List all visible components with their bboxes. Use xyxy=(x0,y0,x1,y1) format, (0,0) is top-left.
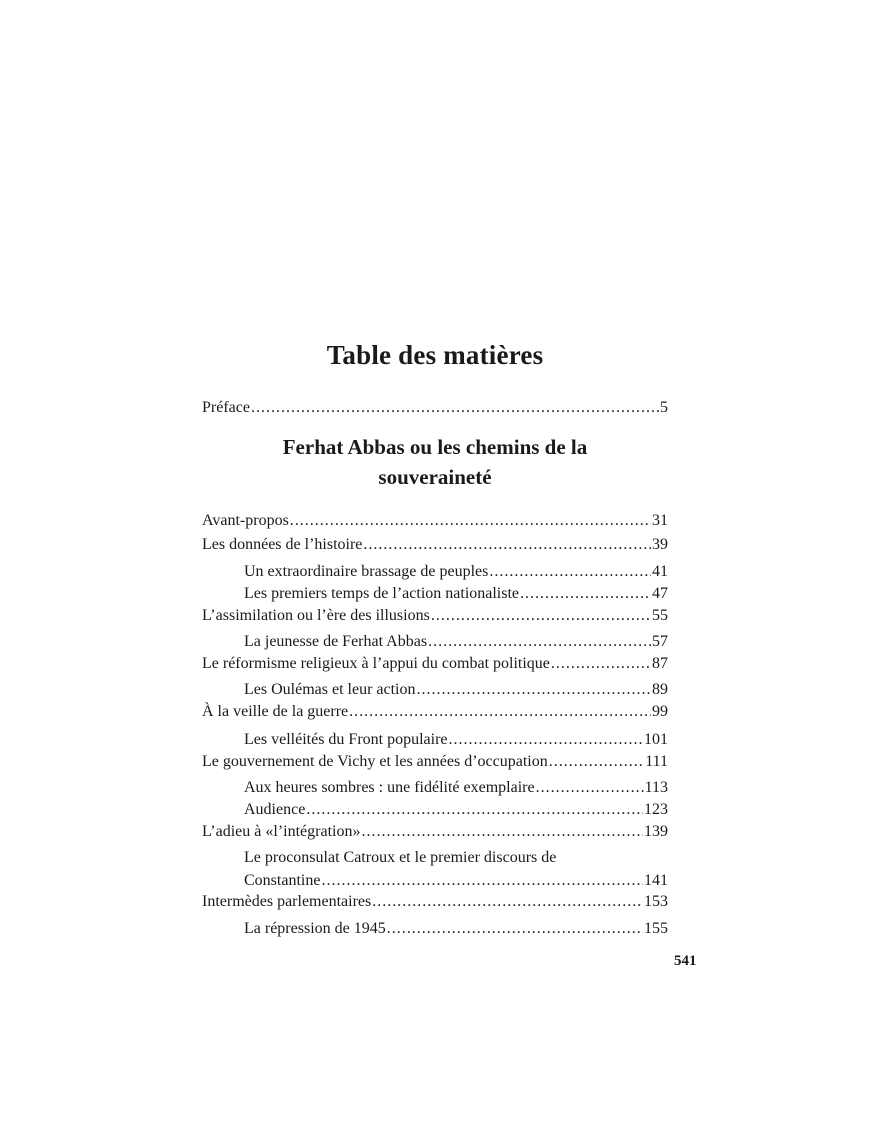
toc-entry-page: 111 xyxy=(645,753,668,770)
toc-entry[interactable] xyxy=(202,820,668,844)
toc-entry-label: L’adieu à «l’intégration» xyxy=(202,823,361,840)
toc-subentry[interactable] xyxy=(244,560,668,584)
toc-entry-label: Les Oulémas et leur action xyxy=(244,681,416,698)
dot-leader xyxy=(251,396,659,420)
toc-entry-page: 139 xyxy=(644,823,668,840)
toc-entry-page: 101 xyxy=(644,731,668,748)
toc-entry-label: Les premiers temps de l’action nationaliste xyxy=(244,585,520,602)
dot-leader xyxy=(551,652,651,676)
toc-entry-label: Le réformisme religieux à l’appui du combat politique xyxy=(202,655,550,672)
toc-entry-label: Aux heures sombres : une fidélité exemplaire xyxy=(244,779,535,796)
toc-entry-page: 113 xyxy=(644,779,668,796)
toc-subentry[interactable] xyxy=(244,630,668,654)
toc-subentry[interactable] xyxy=(244,798,668,822)
toc-entry-page: 155 xyxy=(644,920,668,937)
toc-entry-label: La jeunesse de Ferhat Abbas xyxy=(244,633,428,650)
toc-entry-page: 87 xyxy=(652,655,668,672)
toc-entry-page: 47 xyxy=(652,585,668,602)
toc-entry-label: Le gouvernement de Vichy et les années d’occupation xyxy=(202,753,548,770)
section-heading-line: souveraineté xyxy=(378,465,492,489)
toc-entry[interactable] xyxy=(202,890,668,914)
dot-leader xyxy=(417,678,652,702)
toc-entry-page: 99 xyxy=(652,703,668,720)
toc-entry-page: 57 xyxy=(652,633,668,650)
toc-subentry[interactable] xyxy=(244,728,668,752)
toc-entry-page: 153 xyxy=(644,893,668,910)
section-heading xyxy=(0,432,870,492)
dot-leader xyxy=(372,890,643,914)
page-number: 541 xyxy=(674,953,697,969)
dot-leader xyxy=(349,700,651,724)
toc-entry-label: Un extraordinaire brassage de peuples xyxy=(244,563,489,580)
dot-leader xyxy=(549,750,644,774)
toc-entry-label: L’assimilation ou l’ère des illusions xyxy=(202,607,430,624)
toc-subentry[interactable] xyxy=(244,678,668,702)
toc-entry[interactable] xyxy=(202,652,668,676)
toc-entry-label: Constantine xyxy=(244,872,321,889)
toc-subentry[interactable] xyxy=(244,582,668,606)
dot-leader xyxy=(431,604,651,628)
toc-entry-label: Les données de l’histoire xyxy=(202,536,363,553)
toc-entry-label: Les velléités du Front populaire xyxy=(244,731,448,748)
dot-leader xyxy=(290,509,651,533)
toc-entry-label: Avant-propos xyxy=(202,512,289,529)
toc-entry[interactable] xyxy=(202,604,668,628)
dot-leader xyxy=(361,820,643,844)
toc-entry[interactable] xyxy=(202,533,668,557)
toc-entry-page: 89 xyxy=(652,681,668,698)
toc-entry-page: 141 xyxy=(644,872,668,889)
dot-leader xyxy=(520,582,651,606)
toc-entry-label: Audience xyxy=(244,801,306,818)
page-title: Table des matières xyxy=(326,340,544,371)
toc-entry[interactable] xyxy=(202,700,668,724)
toc-entry-page: 31 xyxy=(652,512,668,529)
toc-entry-page: 123 xyxy=(644,801,668,818)
toc-entry-page: 5 xyxy=(660,399,668,416)
dot-leader xyxy=(428,630,651,654)
dot-leader xyxy=(306,798,643,822)
dot-leader xyxy=(449,728,643,752)
toc-subentry-first-line[interactable]: Le proconsulat Catroux et le premier discours de xyxy=(244,849,557,866)
toc-entry-label: Préface xyxy=(202,399,250,416)
toc-entry-preface[interactable] xyxy=(202,396,668,420)
toc-entry-page: 55 xyxy=(652,607,668,624)
toc-entry-label: À la veille de la guerre xyxy=(202,703,349,720)
toc-entry[interactable] xyxy=(202,750,668,774)
dot-leader xyxy=(536,776,644,800)
toc-entry-label: Intermèdes parlementaires xyxy=(202,893,372,910)
toc-entry-label: La répression de 1945 xyxy=(244,920,386,937)
toc-subentry[interactable] xyxy=(244,776,668,800)
toc-entry-page: 39 xyxy=(652,536,668,553)
toc-subentry[interactable] xyxy=(244,917,668,941)
toc-entry[interactable] xyxy=(202,509,668,533)
dot-leader xyxy=(489,560,651,584)
section-heading-line: Ferhat Abbas ou les chemins de la xyxy=(282,435,588,459)
dot-leader xyxy=(387,917,643,941)
dot-leader xyxy=(363,533,651,557)
toc-entry-page: 41 xyxy=(652,563,668,580)
